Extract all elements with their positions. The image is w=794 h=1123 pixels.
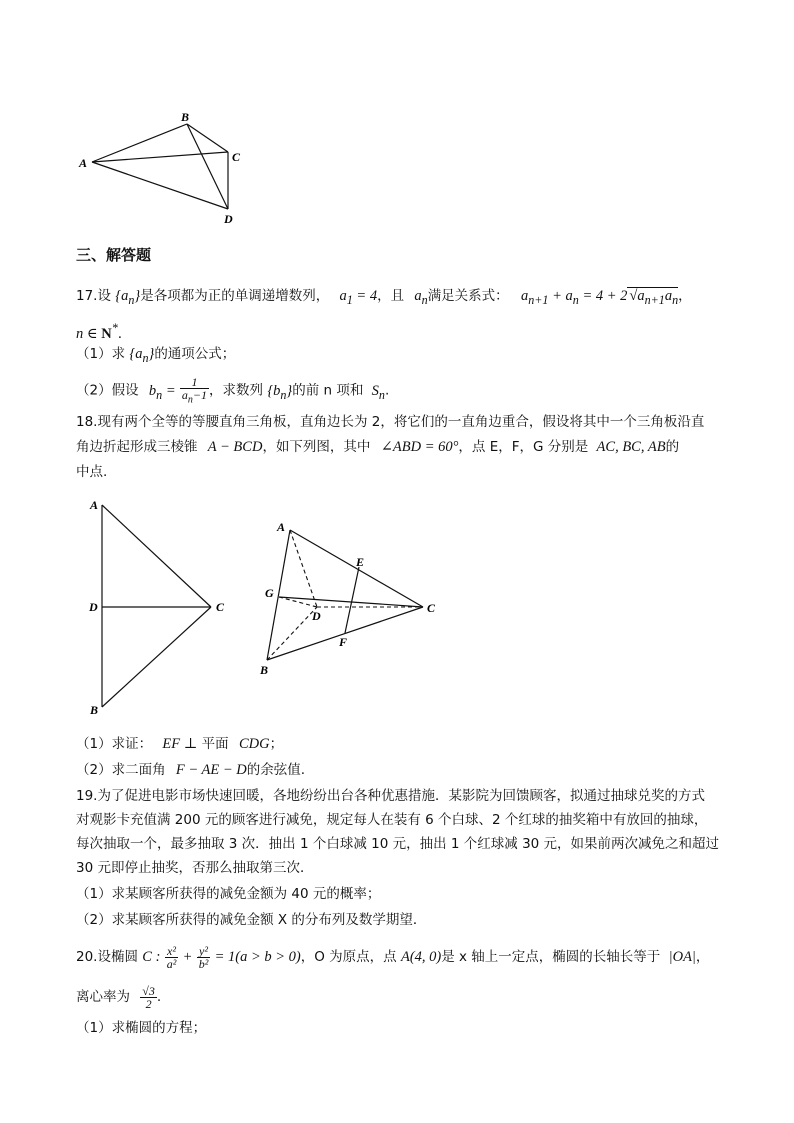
section-heading: 三、解答题 [76,246,152,264]
q17-sub1-text-a: （1）求 [76,346,126,362]
vertex-label-d: D [224,212,233,226]
q17-a1: $a_1 = 4$ [339,288,378,307]
q18-sub1-ef: EF ⊥ [162,736,198,752]
q19-sub1: （1）求某顾客所获得的减免金额为 40 元的概率； [76,886,381,902]
q19-line2: 对观影卡充值满 200 元的顾客进行减免，规定每人在装有 6 个白球、2 个红球的抽奖箱中有放回的抽球， [76,812,708,828]
q17-sub2-den: $a_n-1$ [181,388,208,406]
q18-sub2 [76,760,305,780]
q20-line2 [76,980,161,1014]
q17-sub2-end: . [384,382,390,399]
q17-line1 [76,286,692,310]
q20-text-4: ， [695,949,710,965]
q18-sub2-angle: F − AE − D [175,762,247,778]
fig-left-label-a: A [90,498,99,512]
figure-tetrahedron [255,515,450,685]
q20-e-num: √3 [142,983,155,998]
q18-text-2c: ，点 E，F，G 分别是 [458,439,589,455]
fig-left-label-b: B [90,703,99,717]
q20-x2: x² [165,945,179,958]
q19-sub2: （2）求某顾客所获得的减免金额 X 的分布列及数学期望． [76,912,427,928]
q20-a2: a² [166,956,177,971]
q20-text-1: 20.设椭圆 [76,949,138,965]
q20-text-2: ，O 为原点，点 [300,949,397,965]
q17-sub2 [76,376,389,405]
vertex-label-a: A [79,156,88,170]
q18-mids: AC, BC, AB [596,439,666,455]
q20-e-den: 2 [145,996,152,1011]
fig-right-label-e: E [356,555,365,569]
q17-sub1-text-b: 的通项公式； [154,346,236,362]
q20-line1 [76,942,709,972]
q20-eccentricity [140,985,157,1010]
q17-sub2-sn: $S_n$ [371,382,385,402]
q17-sub1 [76,344,235,368]
q18-line1: 18.现有两个全等的等腰直角三角板，直角边长为 2，将它们的一直角边重合，假设将其中一个三角板沿直 [76,414,705,430]
q17-seq: $\{a_n\}$ [115,288,141,307]
q17-sub2-fraction [180,376,209,405]
q17-text-4: 满足关系式： [427,288,509,304]
q18-text-2b: ，如下列图，其中 [262,439,371,455]
q17-sub1-seq: $\{a_n\}$ [129,346,155,365]
fig-right-label-g: G [265,586,274,600]
q17-sub2-bn: $b_n$ = [148,382,176,402]
q18-text-2d: 的 [665,439,680,455]
fig-right-label-d: D [312,609,321,623]
q20-eq: = 1(a > b > 0) [214,949,301,965]
q19-line3: 每次抽取一个，最多抽取 3 次．抽出 1 个白球减 10 元，抽出 1 个红球减 30 元，如果前两次减免之和超过 [76,836,720,852]
q17-sub2-num: 1 [180,376,209,389]
q17-an: $a_n$ [414,288,428,307]
q18-sub1-end: ； [269,736,284,752]
q20-c: C : [142,949,161,965]
vertex-label-c: C [232,150,241,164]
q17-text-3: ，且 [377,288,405,304]
q17-line2 [76,318,122,344]
q18-angle: ∠ABD = 60° [380,439,459,455]
q18-line2 [76,437,679,457]
q17-n-in-n: n ∈ N* [76,321,118,342]
q18-sub1 [76,734,283,754]
q18-sub2-text-b: 的余弦值. [246,762,306,778]
q20-plus: + [182,949,193,965]
q18-tetra: A − BCD [207,439,263,455]
q20-sub1: （1）求椭圆的方程； [76,1020,207,1036]
figure-abcd [70,105,260,230]
q20-b2: b² [198,956,209,971]
q18-sub1-text-a: （1）求证： [76,736,153,752]
q20-frac-x [165,945,179,970]
q17-sub2-text-c: 的前 n 项和 [292,382,364,399]
q19-line1: 19.为了促进电影市场快速回暖，各地纷纷出台各种优惠措施．某影院为回馈顾客，拟通过抽球兑奖的方式 [76,788,705,804]
q20-text-3: 是 x 轴上一定点，椭圆的长轴长等于 [441,949,661,965]
q20-text-l2a: 离心率为 [76,989,130,1005]
q18-sub2-text-a: （2）求二面角 [76,762,166,778]
q17-text-5: ， [678,288,692,304]
q17-sub2-text-b: ，求数列 [209,382,264,399]
fig-right-label-f: F [339,635,348,649]
q18-sub1-text-b: 平面 [201,736,229,752]
fig-left-label-d: D [89,600,98,614]
q20-y2: y² [197,945,211,958]
figure-right-triangle [85,495,235,720]
fig-left-label-c: C [216,600,225,614]
q20-frac-y [197,945,211,970]
q17-sub2-text-a: （2）假设 [76,382,139,399]
q18-text-2a: 角边折起形成三棱锥 [76,439,198,455]
fig-right-label-a: A [277,520,286,534]
q20-text-l2b: . [156,989,162,1005]
q17-sub2-seq: $\{b_n\}$ [267,382,293,402]
q17-text-1: 17.设 [76,288,111,304]
q20-oa: |OA| [668,949,696,965]
vertex-label-b: B [181,110,190,124]
q20-a: A(4, 0) [400,949,442,965]
q17-text-2: 是各项都为正的单调递增数列， [140,288,330,304]
q17-relation: $a_{n+1} + a_n = 4 + 2$ $√a_{n+1}a_n$ [520,288,679,307]
q17-end: . [117,325,123,342]
fig-right-label-c: C [427,601,436,615]
q19-line4: 30 元即停止抽奖，否那么抽取第三次． [76,860,314,876]
q18-line3: 中点. [76,464,108,480]
fig-right-label-b: B [260,663,269,677]
q18-sub1-cdg: CDG [238,736,270,752]
